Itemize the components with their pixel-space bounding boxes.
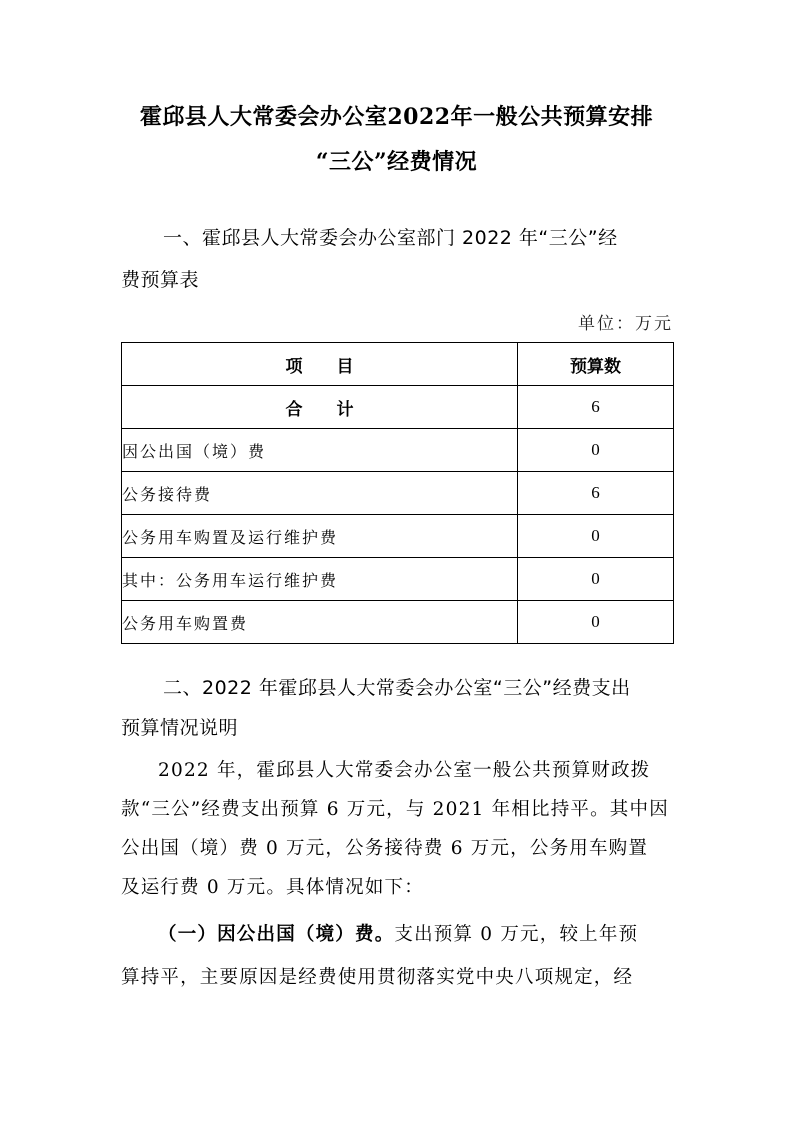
table-row [122, 558, 674, 601]
row-label: 公务接待费 [122, 472, 518, 515]
table-row [122, 472, 674, 515]
paragraph-2-line-2: 算持平，主要原因是经费使用贯彻落实党中央八项规定，经 [121, 967, 634, 988]
row-value: 0 [518, 515, 674, 558]
header-item: 项 目 [122, 343, 518, 386]
table-row-total [122, 386, 674, 429]
row-label: 因公出国（境）费 [122, 429, 518, 472]
unit-label: 单位：万元 [578, 314, 673, 334]
table-row [122, 515, 674, 558]
budget-table [121, 342, 674, 644]
paragraph-1-line-3: 公出国（境）费 0 万元，公务接待费 6 万元，公务用车购置 [121, 838, 649, 859]
row-label: 公务用车购置费 [122, 601, 518, 644]
document-title-line-1: 霍邱县人大常委会办公室2022年一般公共预算安排 [139, 104, 654, 130]
table-row [122, 429, 674, 472]
row-label: 其中：公务用车运行维护费 [122, 558, 518, 601]
row-label: 公务用车购置及运行维护费 [122, 515, 518, 558]
section-1-heading-line-2: 费预算表 [121, 269, 200, 291]
paragraph-1-line-1: 2022 年，霍邱县人大常委会办公室一般公共预算财政拨 [158, 760, 651, 781]
table-row [122, 601, 674, 644]
paragraph-2-lead: （一）因公出国（境）费。 [158, 924, 395, 945]
table-header-row [122, 343, 674, 386]
section-2-heading-line-2: 预算情况说明 [121, 717, 239, 739]
row-value: 0 [518, 558, 674, 601]
row-value: 0 [518, 429, 674, 472]
row-value: 0 [518, 601, 674, 644]
row-value: 6 [518, 472, 674, 515]
document-title-line-2: “三公”经费情况 [315, 149, 478, 175]
row-value: 6 [518, 386, 674, 429]
section-2-heading-line-1: 二、2022 年霍邱县人大常委会办公室“三公”经费支出 [163, 677, 631, 699]
header-amount: 预算数 [518, 343, 674, 386]
paragraph-1-line-4: 及运行费 0 万元。具体情况如下： [121, 877, 424, 898]
section-1-heading-line-1: 一、霍邱县人大常委会办公室部门 2022 年“三公”经 [163, 227, 618, 249]
paragraph-1-line-2: 款“三公”经费支出预算 6 万元，与 2021 年相比持平。其中因 [121, 799, 669, 820]
paragraph-2-line-1 [158, 915, 674, 954]
row-label: 合 计 [122, 386, 518, 429]
paragraph-2-line-1-rest: 支出预算 0 万元，较上年预 [394, 924, 639, 945]
